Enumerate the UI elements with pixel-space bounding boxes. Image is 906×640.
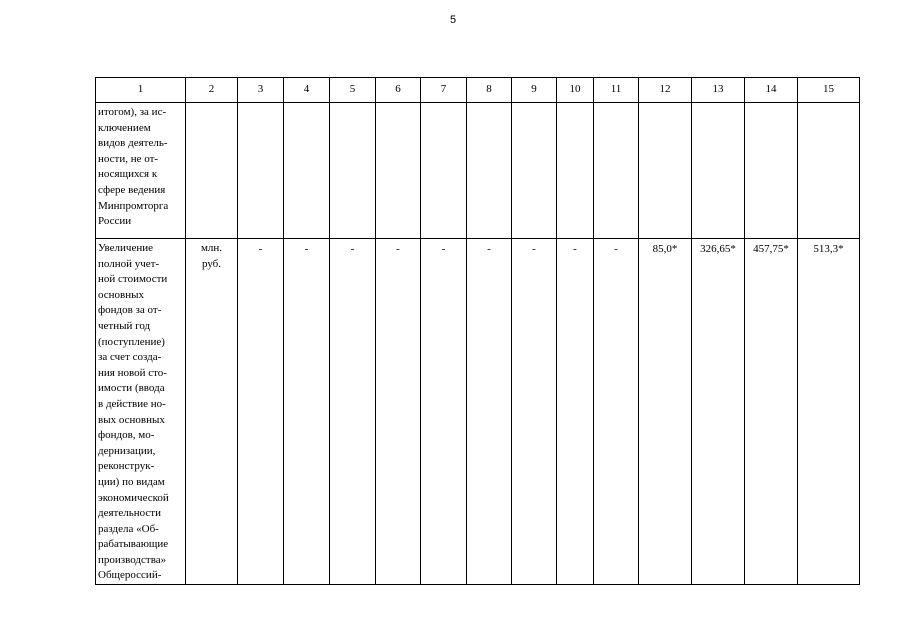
value-cell: 326,65* bbox=[692, 239, 745, 585]
empty-cell bbox=[186, 103, 238, 239]
description-line: раздела «Об- bbox=[98, 522, 159, 535]
description-line: ции) по видам bbox=[98, 475, 165, 488]
column-header: 4 bbox=[284, 78, 330, 103]
description-line: деятельности bbox=[98, 507, 161, 520]
column-header: 11 bbox=[594, 78, 639, 103]
value-cell: - bbox=[238, 239, 284, 585]
empty-cell bbox=[421, 103, 467, 239]
empty-cell bbox=[284, 103, 330, 239]
column-header: 3 bbox=[238, 78, 284, 103]
value-cell: - bbox=[557, 239, 594, 585]
description-line: Увеличение bbox=[98, 242, 154, 254]
description-line: дернизации, bbox=[98, 444, 156, 457]
value-cell: - bbox=[284, 239, 330, 585]
description-line: за счет созда- bbox=[98, 351, 162, 364]
description-line: видов деятель- bbox=[98, 137, 168, 150]
value-cell: - bbox=[467, 239, 512, 585]
unit-cell bbox=[186, 239, 238, 585]
description-line: реконструк- bbox=[98, 460, 155, 473]
description-line: итогом), за ис- bbox=[98, 106, 167, 118]
column-header: 8 bbox=[467, 78, 512, 103]
empty-cell bbox=[330, 103, 376, 239]
value-cell: 85,0* bbox=[639, 239, 692, 585]
description-line: имости (ввода bbox=[98, 382, 165, 395]
description-line: России bbox=[98, 215, 132, 228]
description-line: ной стоимости bbox=[98, 273, 168, 286]
empty-cell bbox=[376, 103, 421, 239]
unit-line: руб. bbox=[201, 257, 222, 270]
column-header: 10 bbox=[557, 78, 594, 103]
column-header: 2 bbox=[186, 78, 238, 103]
value-cell: 513,3* bbox=[798, 239, 860, 585]
column-header: 5 bbox=[330, 78, 376, 103]
empty-cell bbox=[594, 103, 639, 239]
description-line: фондов за от- bbox=[98, 304, 162, 317]
description-line: рабатывающие bbox=[98, 538, 169, 551]
column-header: 1 bbox=[96, 78, 186, 103]
empty-cell bbox=[512, 103, 557, 239]
value-cell: - bbox=[594, 239, 639, 585]
description-line: полной учет- bbox=[98, 257, 160, 270]
value-cell: 457,75* bbox=[745, 239, 798, 585]
column-header: 7 bbox=[421, 78, 467, 103]
empty-cell bbox=[238, 103, 284, 239]
value-cell: - bbox=[512, 239, 557, 585]
table-header-row bbox=[96, 78, 860, 103]
description-line: (поступление) bbox=[98, 335, 165, 348]
description-line: фондов, мо- bbox=[98, 429, 155, 442]
description-line: производства» bbox=[98, 553, 167, 566]
row-description bbox=[96, 239, 186, 585]
empty-cell bbox=[639, 103, 692, 239]
empty-cell bbox=[745, 103, 798, 239]
empty-cell bbox=[692, 103, 745, 239]
column-header: 13 bbox=[692, 78, 745, 103]
table-row bbox=[96, 239, 860, 585]
value-cell: - bbox=[330, 239, 376, 585]
data-table bbox=[95, 77, 860, 585]
page-number: 5 bbox=[449, 14, 457, 26]
column-header: 9 bbox=[512, 78, 557, 103]
description-line: ности, не от- bbox=[98, 152, 159, 165]
description-line: экономической bbox=[98, 491, 169, 504]
column-header: 14 bbox=[745, 78, 798, 103]
description-line: в действие но- bbox=[98, 397, 166, 410]
description-line: носящихся к bbox=[98, 168, 158, 181]
empty-cell bbox=[798, 103, 860, 239]
value-cell: - bbox=[421, 239, 467, 585]
column-header: 6 bbox=[376, 78, 421, 103]
description-line: основных bbox=[98, 288, 145, 301]
description-line: Минпромторга bbox=[98, 199, 169, 212]
description-line: Общероссий- bbox=[98, 569, 162, 582]
description-line: вых основных bbox=[98, 413, 165, 426]
description-line: сфере ведения bbox=[98, 183, 166, 196]
column-header: 15 bbox=[798, 78, 860, 103]
description-line: ния новой сто- bbox=[98, 366, 167, 379]
row-description bbox=[96, 103, 186, 239]
column-header: 12 bbox=[639, 78, 692, 103]
empty-cell bbox=[467, 103, 512, 239]
table-row bbox=[96, 103, 860, 239]
description-line: ключением bbox=[98, 121, 151, 134]
description-line: четный год bbox=[98, 319, 151, 332]
unit-line: млн. bbox=[200, 242, 223, 254]
value-cell: - bbox=[376, 239, 421, 585]
empty-cell bbox=[557, 103, 594, 239]
